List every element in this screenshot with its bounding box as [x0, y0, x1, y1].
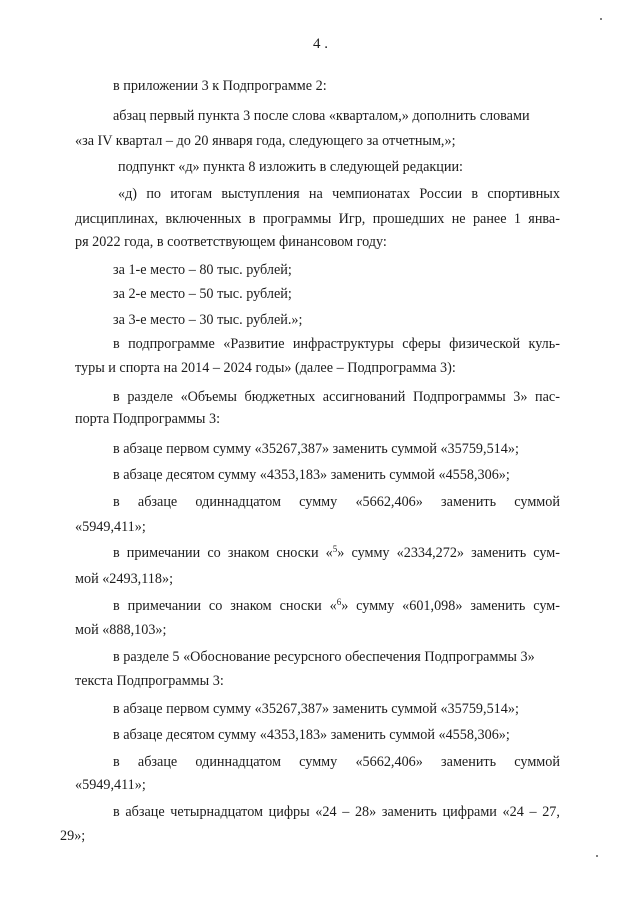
text-fragment: в примечании со знаком сноски « — [113, 545, 333, 561]
word: сумму — [299, 494, 338, 510]
word: физической — [449, 336, 521, 352]
word: пас- — [535, 389, 560, 405]
text-line: в абзаце десятом сумму «4353,183» заменить суммой «4558,306»; — [113, 727, 510, 743]
word: в — [113, 494, 120, 510]
word: цифрами — [442, 804, 497, 820]
text-fragment: » сумму «2334,272» заменить сум- — [337, 545, 560, 561]
text-line: в разделе 5 «Обоснование ресурсного обеспечения Подпрограммы 3» — [113, 649, 535, 665]
word: выступления — [221, 186, 300, 202]
word: заменить — [441, 494, 497, 510]
word: цифры — [268, 804, 310, 820]
word: в — [113, 754, 120, 770]
word: ассигнований — [322, 389, 406, 405]
word: 28» — [354, 804, 377, 820]
word: – — [529, 804, 537, 820]
word: «д) — [118, 186, 138, 202]
word: одиннадцатом — [195, 494, 281, 510]
text-line: порта Подпрограммы 3: — [75, 411, 221, 427]
text-fragment: в примечании со знаком сноски « — [113, 598, 337, 614]
text-line: за 3-е место – 30 тыс. рублей.»; — [113, 312, 303, 328]
word: бюджетных — [244, 389, 316, 405]
word: итогам — [170, 186, 213, 202]
text-line: в абзаце десятом сумму «4353,183» заменить суммой «4558,306»; — [113, 467, 510, 483]
word: куль- — [528, 336, 560, 352]
word: Игр, — [338, 211, 366, 227]
word: – — [342, 804, 350, 820]
text-line: «5949,411»; — [75, 519, 146, 535]
word: сферы — [402, 336, 441, 352]
word: «24 — [315, 804, 337, 820]
scan-speck — [596, 855, 598, 857]
word: «24 — [502, 804, 524, 820]
text-line: «за IV квартал – до 20 января года, следующего за отчетным,»; — [75, 133, 456, 149]
word: 1 — [513, 211, 521, 227]
word: на — [308, 186, 323, 202]
word: «Развитие — [223, 336, 285, 352]
word: включенных — [165, 211, 242, 227]
word: заменить — [381, 804, 437, 820]
text-line: ря 2022 года, в соответствующем финансовом году: — [75, 234, 387, 250]
text-line — [113, 597, 560, 615]
text-line: в приложении 3 к Подпрограмме 2: — [113, 78, 327, 94]
word: разделе — [127, 389, 173, 405]
word: абзаце — [137, 494, 178, 510]
word: дисциплинах, — [75, 211, 159, 227]
word: четырнадцатом — [170, 804, 263, 820]
word: заменить — [441, 754, 497, 770]
word: суммой — [514, 754, 560, 770]
text-line: подпункт «д» пункта 8 изложить в следующей редакции: — [118, 159, 463, 175]
text-line — [113, 388, 560, 406]
page-number: 4 . — [313, 36, 328, 52]
text-line: за 1-е место – 80 тыс. рублей; — [113, 262, 292, 278]
word: в — [471, 186, 479, 202]
word: «Объемы — [180, 389, 237, 405]
word: янва- — [528, 211, 560, 227]
text-line — [75, 210, 560, 228]
text-line: 29»; — [60, 828, 86, 844]
text-line: туры и спорта на 2014 – 2024 годы» (далее – Подпрограмма 3): — [75, 360, 456, 376]
word: одиннадцатом — [195, 754, 281, 770]
word: инфраструктуры — [292, 336, 394, 352]
text-line — [113, 335, 560, 353]
word: в — [113, 804, 120, 820]
word: прошедших — [372, 211, 445, 227]
text-line — [113, 493, 560, 511]
word: суммой — [514, 494, 560, 510]
word: «5662,406» — [355, 754, 423, 770]
word: России — [419, 186, 463, 202]
word: спортивных — [487, 186, 560, 202]
text-line — [113, 544, 560, 562]
text-line: абзац первый пункта 3 после слова «кварталом,» дополнить словами — [113, 108, 530, 124]
text-line: за 2-е место – 50 тыс. рублей; — [113, 286, 292, 302]
text-line: в абзаце первом сумму «35267,387» заменить суммой «35759,514»; — [113, 441, 519, 457]
text-line — [113, 753, 560, 771]
scan-speck — [600, 18, 602, 20]
word: абзаце — [125, 804, 165, 820]
text-line — [113, 803, 560, 821]
word: ранее — [472, 211, 507, 227]
word: «5662,406» — [355, 494, 423, 510]
text-line: мой «2493,118»; — [75, 571, 174, 587]
word: в — [248, 211, 256, 227]
text-line — [118, 185, 560, 203]
word: программы — [262, 211, 332, 227]
word: не — [451, 211, 466, 227]
text-line: в абзаце первом сумму «35267,387» заменить суммой «35759,514»; — [113, 701, 519, 717]
word: в — [113, 389, 120, 405]
word: 3» — [513, 389, 528, 405]
word: чемпионатах — [332, 186, 411, 202]
footnote-mark: 5 — [332, 544, 338, 554]
word: сумму — [299, 754, 338, 770]
word: по — [146, 186, 161, 202]
word: в — [113, 336, 120, 352]
word: Подпрограммы — [412, 389, 506, 405]
text-line: «5949,411»; — [75, 777, 146, 793]
footnote-mark: 6 — [336, 597, 342, 607]
text-line: мой «888,103»; — [75, 622, 167, 638]
word: подпрограмме — [128, 336, 215, 352]
word: абзаце — [137, 754, 178, 770]
text-fragment: » сумму «601,098» заменить сум- — [341, 598, 560, 614]
word: 27, — [542, 804, 560, 820]
text-line: текста Подпрограммы 3: — [75, 673, 224, 689]
